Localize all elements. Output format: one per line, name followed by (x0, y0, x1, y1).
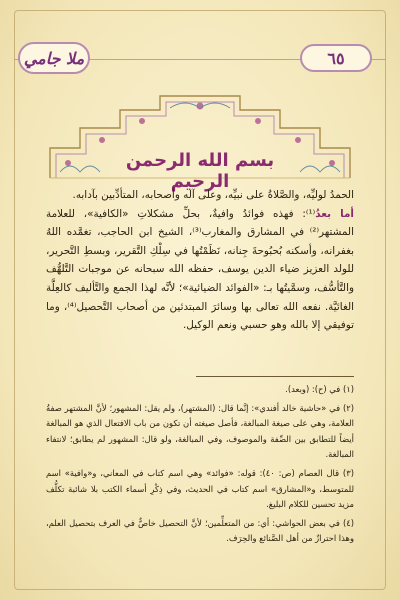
page-number: ٦٥ (300, 44, 372, 72)
main-paragraph (46, 205, 354, 335)
paragraph-text: ⁽¹⁾: فهذه فوائدُ وافيةٌ، بحلِّ مشكلاتِ «الكافية»، للعلامة المشتهر⁽²⁾ في المشارق والمغارب⁽³⁾، الشيخ ابن الحاجب، تغمَّده اللهُ بغفرانه، وأسكنه بُحبُوحةَ جِنانه، نَظَمْتُها في سِلْكِ التَّقرير، وبسطِ التَّحرير، للولد العزيز ضياء الدين يوسف، حفظه الله سبحانه عن موجبات التَّلهُّف والتَّأسُّف، وسمَّيتُها بـ: «الفوائد الضيائية»؛ لأنَّه لهذا الجمع والتَّأليف كالعِلَّة الغائيَّة. نفعه الله تعالى بها وسائرَ المبتدئين من أصحاب التَّحصيل⁽⁴⁾، وما توفيقي إلا بالله وهو حسبي ونعم الوكيل. (46, 207, 355, 332)
main-text (46, 186, 354, 335)
footnotes (46, 382, 354, 550)
footnote-1: (١) في (ح): (وبعد). (285, 384, 354, 394)
opening-line: الحمدُ لوليِّه، والصَّلاةُ على نبيِّه، وعلى آله وأصحابه، المتأدِّبين بآدابه. (72, 189, 354, 201)
paragraph-lead: أما بعدُ (315, 207, 354, 220)
book-title: ملا جامي (18, 42, 90, 74)
basmala-heading: بسم الله الرحمن الرحيم (125, 150, 275, 192)
footnote-2: (٢) في «حاشية خالد أفندي»: إنَّما قال: (المشتهر)، ولم يقل: المشهور؛ لأنَّ المشتهر صفةُ العلامة، وهي على صيغة المبالغة، فأصل صيغته أن تكون من باب الافتعال الذي هو المبالغة أيضاً للتطابق بين الصِّفة والموصوف، وفي المبالغة، ولو قال: المشهور لم يطابق؛ لانتفاء المبالغة. (46, 402, 354, 460)
footnote-separator (196, 376, 354, 377)
footnote-3: (٣) قال العصام (ص: ٤٠): قوله: «فوائد» وهي اسم كتاب في المعاني، و«وافية» اسم للمتوسط، و«المشارق» اسم كتاب في الحديث، وفي ذِكْرِ أسماء الكتب بلا شائبة تكلُّف مزيد تحسين للكلام البليغ. (46, 467, 354, 510)
footnote-4: (٤) في بعض الحواشي: أي: من المتعلِّمين؛ لأنَّ التحصيل خاصٌّ في العرف بتحصيل العلم، وهذا احترازٌ من أهل الصَّنائع والحِرَف. (46, 517, 354, 544)
